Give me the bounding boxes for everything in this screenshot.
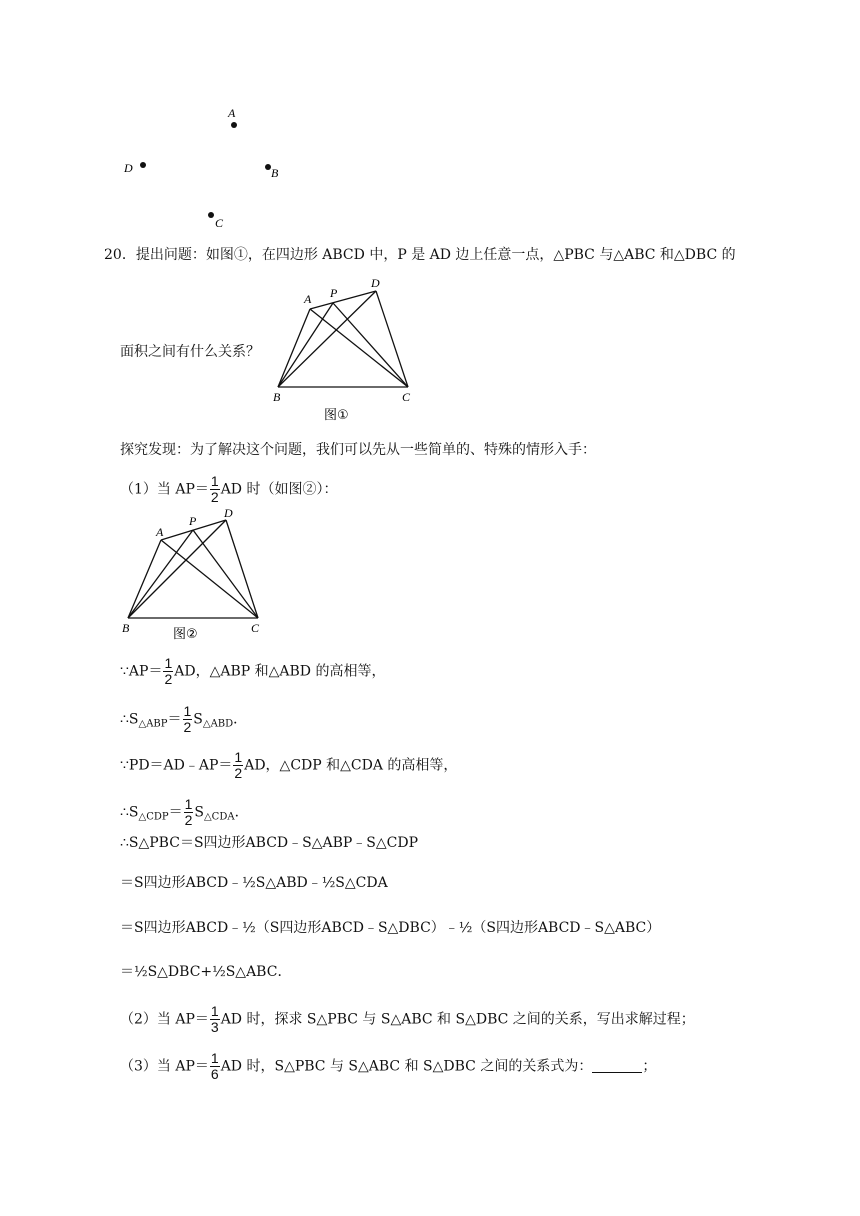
figure-2 [118,506,263,644]
fig1-caption: 图① [324,408,349,423]
fig2-caption: 图② [173,627,198,642]
figure-1 [268,275,413,425]
explore-label: 探究发现：为了解决这个问题，我们可以先从一些简单的、特殊的情形入手： [120,442,596,458]
part2-suffix: AD 时，探求 S△PBC 与 S△ABC 和 S△DBC 之间的关系，写出求解过程； [220,1011,695,1028]
point-a [231,122,237,128]
part-2 [120,1004,695,1035]
answer-blank[interactable] [592,1060,642,1073]
problem-intro-cont [120,342,260,362]
point-d [140,162,146,168]
fig1-label-b: B [273,390,281,404]
fig1-label-p: P [330,286,338,300]
figure-four-points [120,103,285,231]
part-3 [120,1051,656,1082]
fraction-half: $\frac{1}{2}$ [234,749,243,781]
fig2-label-d: D [224,506,233,520]
explore-text [120,440,596,460]
fraction-half: $\frac{1}{2}$ [183,703,192,735]
step-8: ＝½S△DBC+½S△ABC． [120,964,292,980]
part3-end: ； [642,1058,657,1075]
problem-number: 20． [104,247,136,263]
part1-suffix: AD 时（如图②）： [220,481,338,498]
label-a: A [228,106,236,120]
fig2-label-p: P [189,514,197,528]
label-d: D [124,161,133,175]
fraction-half: $\frac{1}{2}$ [184,796,193,828]
intro-cont-text: 面积之间有什么关系？ [120,344,260,360]
fig1-label-d: D [371,276,380,290]
step-4: $\therefore S_{\triangle CDP}=$ $\frac{1}{2}$ $S_{\triangle CDA}$． [120,796,249,828]
part2-prefix: （2）当 AP＝ [120,1011,209,1028]
step-6: ＝S四边形ABCD﹣½S△ABD﹣½S△CDA [120,875,388,891]
problem-intro-text: 提出问题：如图①，在四边形 ABCD 中，P 是 AD 边上任意一点，△PBC 与△ABC 和△DBC 的 [135,247,736,263]
label-c: C [215,216,224,230]
fig2-label-c: C [251,621,260,635]
part3-prefix: （3）当 AP＝ [120,1058,209,1075]
label-b: B [271,166,279,180]
point-c [208,212,214,218]
step-7: ＝S四边形ABCD﹣½（S四边形ABCD﹣S△DBC）﹣½（S四边形ABCD﹣S△ABC） [120,920,661,936]
fraction-third: $\frac{1}{3}$ [210,1003,219,1035]
part1-prefix: （1）当 AP＝ [120,481,209,498]
problem-intro [104,245,736,265]
fig1-label-a: A [304,292,312,306]
step-5: ∴S△PBC＝S四边形ABCD﹣S△ABP﹣S△CDP [120,835,419,851]
part3-suffix: AD 时，S△PBC 与 S△ABC 和 S△DBC 之间的关系式为： [220,1058,593,1075]
fraction-half: $\frac{1}{2}$ [210,473,219,505]
fig1-label-c: C [402,390,411,404]
step-3: ∵PD＝AD﹣AP＝ $\frac{1}{2}$ AD，△CDP 和△CDA 的高相等， [120,749,458,781]
fraction-half: $\frac{1}{2}$ [164,655,173,687]
step-1: ∵AP＝ $\frac{1}{2}$ AD，△ABP 和△ABD 的高相等， [120,655,386,687]
fraction-sixth: $\frac{1}{6}$ [210,1050,219,1082]
fig2-label-b: B [122,621,130,635]
part-1 [120,474,337,505]
step-2: $\therefore S_{\triangle ABP}=$ $\frac{1}{2}$ $S_{\triangle ABD}$． [120,703,248,735]
fig2-label-a: A [156,525,164,539]
